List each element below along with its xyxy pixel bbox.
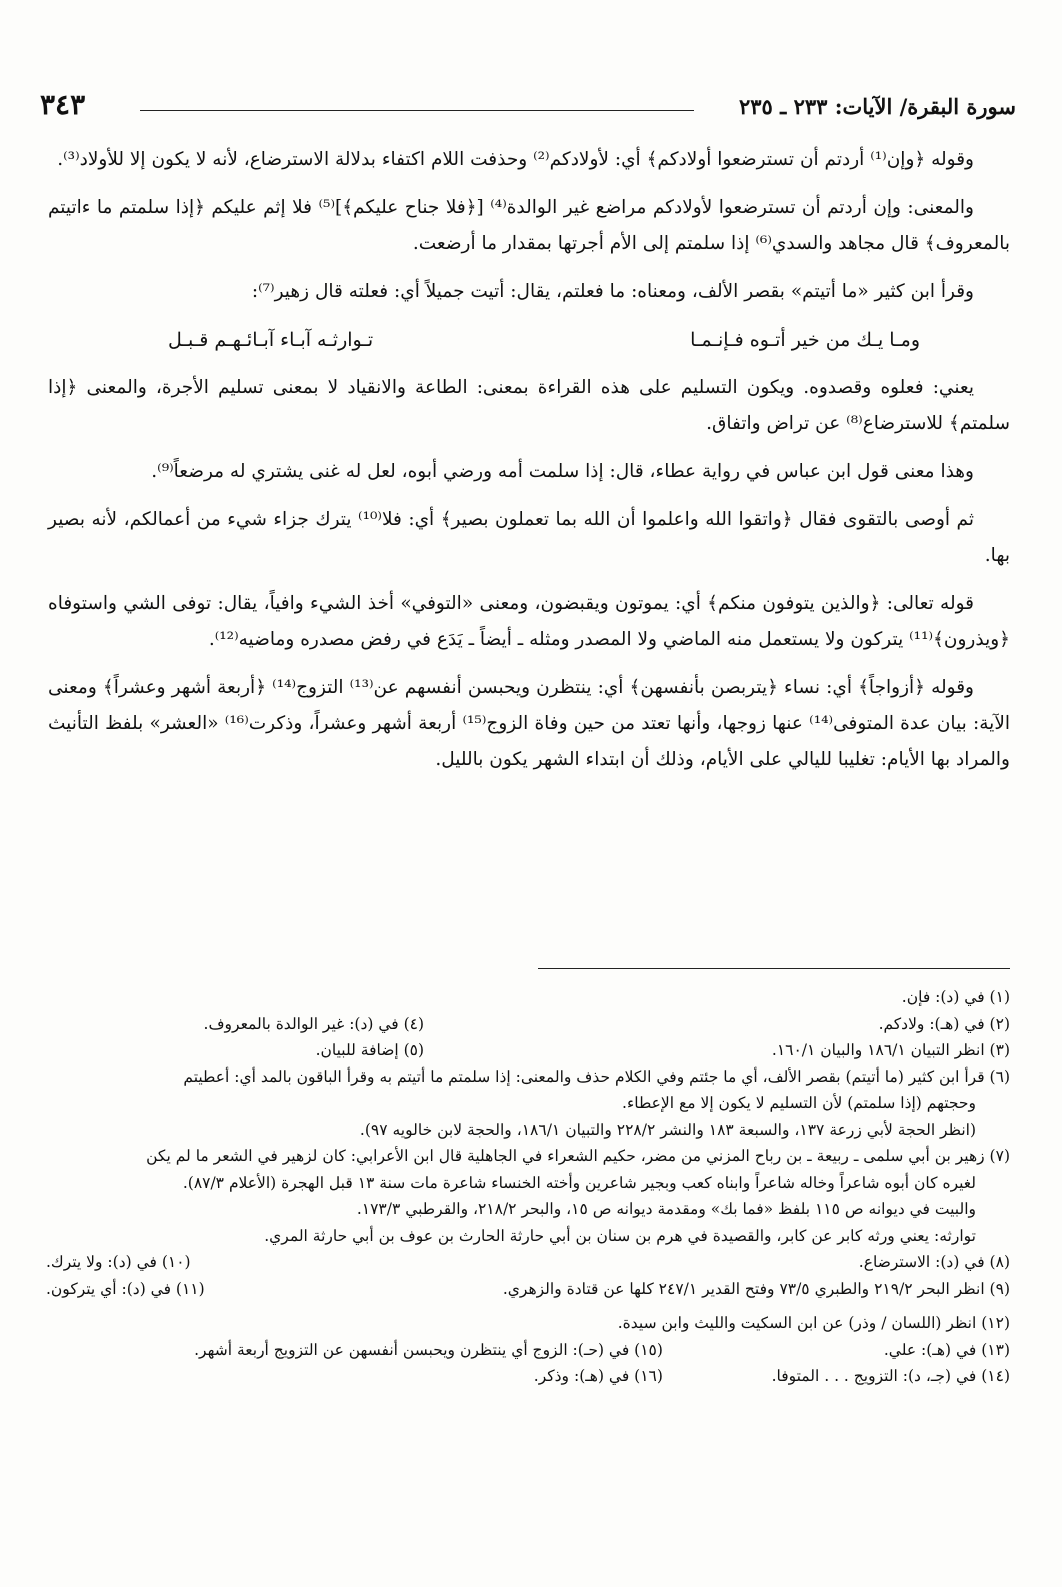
footnote-row <box>46 1011 1010 1038</box>
footnote-continuation: توارثه: يعني ورثه كابر عن كابر، والقصيدة في هرم بن سنان بن أبي حارثة الحارث بن عوف بن أبي حارثة المري. <box>264 1226 976 1245</box>
footnote: (٢) في (هـ): ولادكم. <box>878 1014 1010 1033</box>
footnote: (٦) قرأ ابن كثير (ما أتيتم) بقصر الألف، أي ما جئتم وفي الكلام حذف والمعنى: إذا سلمتم ما أتيتم به وقرأ الباقون بالمد أي: أعطيتم <box>183 1067 1010 1086</box>
footnote-continuation: وحجتهم (إذا سلمتم) لأن التسليم لا يكون إلا مع الإعطاء. <box>622 1094 976 1112</box>
footnote: (١٢) انظر (اللسان / وذر) عن ابن السكيت والليث وابن سيدة. <box>617 1314 1010 1332</box>
footnote: (٨) في (د): الاسترضاع. <box>858 1253 1010 1271</box>
footnote: (١٠) في (د): ولا يترك. <box>46 1253 191 1271</box>
footnote-row <box>46 1363 1010 1390</box>
footnote: (٤) في (د): غير الوالدة بالمعروف. <box>203 1014 425 1033</box>
running-head <box>40 88 1016 126</box>
footnote-continuation: (انظر الحجة لأبي زرعة ١٣٧، والسبعة ١٨٣ والنشر ٢٢٨/٢ والتبيان ١٨٦/١، والحجة لابن خالويه ٩٧). <box>359 1120 976 1139</box>
footnote: (١٣) في (هـ): علي. <box>883 1340 1010 1359</box>
footnote: (٧) زهير بن أبي سلمى ـ ربيعة ـ بن رباح المزني من مضر، حكيم الشعراء في الجاهلية قال ابن الأعرابي: كان لزهير في الشعر ما لم يكن <box>146 1147 1010 1165</box>
footnote-row <box>46 1337 1010 1364</box>
poetry-verse <box>168 322 920 358</box>
footnote-row <box>46 1249 1010 1276</box>
page-number: ٣٤٣ <box>40 88 86 121</box>
footnote: (١) في (د): فإن. <box>901 988 1010 1006</box>
paragraph: وقوله ﴿وإن⁽¹⁾ أردتم أن تسترضعوا أولادكم﴾ أي: لأولادكم⁽²⁾ وحذفت اللام اكتفاء بدلالة الاسترضاع، لأنه لا يكون إلا للأولاد⁽³⁾. <box>57 149 974 170</box>
paragraph: يعني: فعلوه وقصدوه. ويكون التسليم على هذه القراءة بمعنى: الطاعة والانقياد لا بمعنى تسليم الأجرة، والمعنى ﴿إذا سلمتم﴾ للاسترضاع⁽⁸⁾ عن تراض واتفاق. <box>48 377 1010 434</box>
footnote: (١١) في (د): أي يتركون. <box>46 1279 205 1298</box>
verse-first-hemistich: ومـا يـك من خير أتـوه فـإنـمـا <box>690 329 920 351</box>
paragraph: وقرأ ابن كثير «ما أتيتم» بقصر الألف، ومعناه: ما فعلتم، يقال: أتيت جميلاً أي: فعلته قال زهير⁽⁷⁾: <box>251 281 974 302</box>
paragraph: وهذا معنى قول ابن عباس في رواية عطاء، قال: إذا سلمت أمه ورضي أبوه، لعل له غنى يشتري له مرضعاً⁽⁹⁾. <box>151 461 974 482</box>
header-rule <box>140 110 694 111</box>
footnote-row <box>46 1276 1010 1303</box>
footnote-continuation: والبيت في ديوانه ص ١١٥ بلفظ «فما بك» ومقدمة ديوانه ص ١٥، والبحر ٢١٨/٢، والقرطبي ١٧٣/٣. <box>356 1200 976 1218</box>
footnote: (٥) إضافة للبيان. <box>315 1041 425 1059</box>
footnote: (٣) انظر التبيان ١٨٦/١ والبيان ١٦٠/١. <box>771 1041 1010 1059</box>
footnote-continuation: لغيره كان أبوه شاعراً وخاله شاعراً وابناه كعب وبجير شاعرين وأخته الخنساء شاعرة مات سنة ١٣ قبل الهجرة (الأعلام ٨٧/٣). <box>182 1173 976 1192</box>
footnote: (١٥) في (حـ): الزوج أي ينتظرن ويحبسن أنفسهن عن التزويج أربعة أشهر. <box>194 1340 663 1359</box>
body-text <box>48 142 1010 790</box>
footnote-separator <box>538 968 1010 969</box>
footnote: (١٤) في (جـ، د): التزويج . . . المتوفا. <box>771 1367 1010 1385</box>
verse-second-hemistich: تـوارثـه آبـاء آبـائـهـم قـبـل <box>168 329 374 351</box>
footnotes <box>46 984 1010 1390</box>
paragraph: والمعنى: وإن أردتم أن تسترضعوا لأولادكم مراضع غير الوالدة⁽⁴⁾ [﴿فلا جناح عليكم﴾]⁽⁵⁾ فلا إثم عليكم ﴿إذا سلمتم ما ءاتيتم بالمعروف﴾ قال مجاهد والسدي⁽⁶⁾ إذا سلمتم إلى الأم أجرتها بمقدار ما أرضعت. <box>48 197 1010 254</box>
paragraph: قوله تعالى: ﴿والذين يتوفون منكم﴾ أي: يموتون ويقبضون، ومعنى «التوفي» أخذ الشيء وافياً، يقال: توفى الشي واستوفاه ﴿ويذرون﴾⁽¹¹⁾ يتركون ولا يستعمل منه الماضي ولا المصدر ومثله ـ أيضاً ـ يَدَع في رفض مصدره وماضيه⁽¹²⁾. <box>48 593 1010 650</box>
paragraph: ثم أوصى بالتقوى فقال ﴿واتقوا الله واعلموا أن الله بما تعملون بصير﴾ أي: فلا⁽¹⁰⁾ يترك جزاء شيء من أعمالكم، لأنه بصير بها. <box>48 509 1010 566</box>
paragraph: وقوله ﴿أزواجاً﴾ أي: نساء ﴿يتربصن بأنفسهن﴾ أي: ينتظرن ويحبسن أنفسهم عن⁽¹³⁾ التزوج⁽¹⁴⁾ ﴿أربعة أشهر وعشراً﴾ ومعنى الآية: بيان عدة المتوفى⁽¹⁴⁾ عنها زوجها، وأنها تعتد من حين وفاة الزوج⁽¹⁵⁾ أربعة أشهر وعشراً، وذكرت⁽¹⁶⁾ «العشر» بلفظ التأنيث والمراد بها الأيام: تغليبا لليالي على الأيام، وذلك أن ابتداء الشهر يكون بالليل. <box>48 677 1011 770</box>
footnote: (٩) انظر البحر ٢١٩/٢ والطبري ٧٣/٥ وفتح القدير ٢٤٧/١ كلها عن قتادة والزهري. <box>502 1279 1010 1298</box>
footnote: (١٦) في (هـ): وذكر. <box>533 1367 663 1385</box>
footnote-row <box>46 1037 1010 1064</box>
footnote-gap <box>46 1302 1010 1310</box>
running-title: سورة البقرة/ الآيات: ٢٣٣ ـ ٢٣٥ <box>738 94 1016 119</box>
